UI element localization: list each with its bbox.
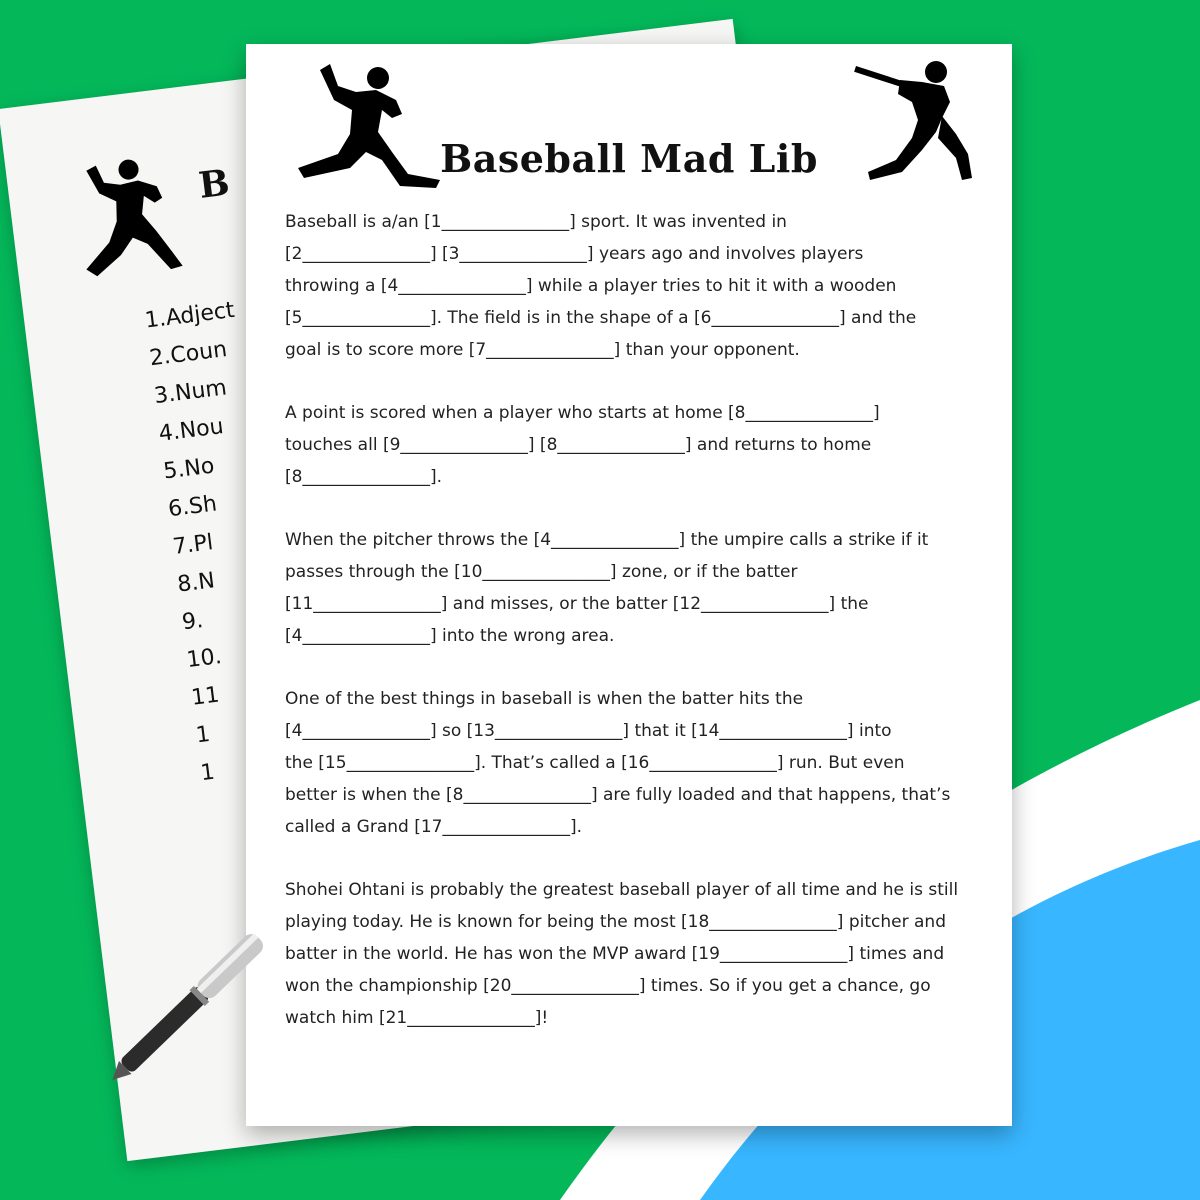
page-title: Baseball Mad Lib: [440, 136, 818, 181]
story-paragraph: A point is scored when a player who starts at home [8_______________] touches all [9_______________] [8_______________] and returns to home [8_______________].: [285, 403, 880, 487]
pen-icon: [80, 910, 300, 1100]
list-item: 2.Coun: [148, 337, 229, 372]
list-item: 6.Sh: [166, 491, 219, 523]
list-item: 11: [189, 682, 221, 711]
list-item: 4.Nou: [157, 414, 225, 447]
pitcher-silhouette-icon: [65, 145, 210, 290]
story-paragraph: When the pitcher throws the [4_______________] the umpire calls a strike if it passes through the [10_______________] zone, or if the batter [11_______________] and misses, or the batter [12_______________] the [4_______________] into the wrong area.: [285, 530, 929, 646]
mad-lib-story: [285, 206, 985, 1065]
list-item: 9.: [180, 607, 205, 636]
story-paragraph: One of the best things in baseball is when the batter hits the [4_______________] so [13_______________] that it [14_______________] into the [15_______________]. That’s called a [16_______________] run. But even better is when the [8_______________] are fully loaded and that happens, that’s called a Grand [17_______________].: [285, 689, 951, 837]
story-paragraph: Baseball is a/an [1_______________] sport. It was invented in [2_______________] [3_______________] years ago and involves players throwing a [4_______________] while a player tries to hit it with a wooden [5_______________]. The field is in the shape of a [6_______________] and the goal is to score more [7_______________] than your opponent.: [285, 212, 917, 360]
list-item: 3.Num: [152, 375, 229, 410]
back-title-fragment: B: [196, 161, 232, 207]
list-item: 1: [194, 721, 212, 749]
list-item: 8.N: [176, 568, 217, 598]
batter-silhouette-icon: [852, 54, 982, 184]
list-item: 7.Pl: [171, 530, 215, 560]
list-item: 1.Adject: [143, 297, 236, 334]
list-item: 5.No: [162, 453, 216, 485]
story-paragraph: Shohei Ohtani is probably the greatest baseball player of all time and he is still playing today. He is known for being the most [18_______________] pitcher and batter in the world. He has won the MVP award [19_______________] times and won the championship [20_______________] times. So if you get a chance, go watch him [21_______________]!: [285, 880, 959, 1028]
list-item: 1: [199, 759, 217, 787]
front-worksheet: [246, 44, 1012, 1126]
list-item: 10.: [185, 643, 224, 674]
